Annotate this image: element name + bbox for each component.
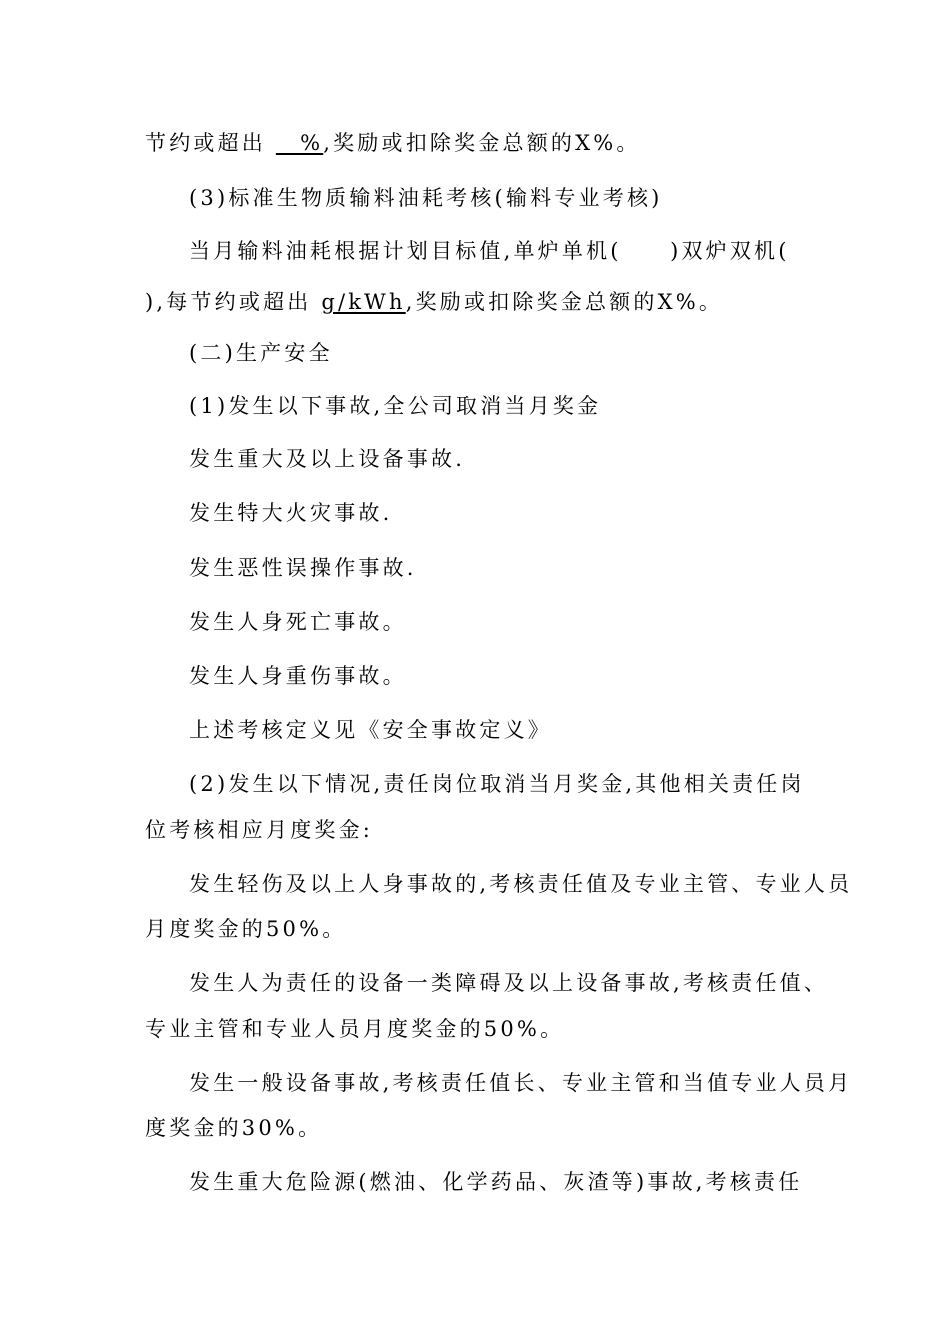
text-line-savings-percent (145, 129, 641, 157)
paragraph-feed-oil-line2 (145, 288, 723, 316)
list-item: 发生重大及以上设备事故. (189, 447, 466, 471)
paragraph-hazard-source: 发生重大危险源(燃油、化学药品、灰渣等)事故,考核责任 (189, 1170, 803, 1194)
list-item: 发生人身死亡事故。 (189, 610, 407, 634)
text-fragment: ),每节约或超出 (145, 290, 322, 314)
paragraph-general-accident-line1: 发生一般设备事故,考核责任值长、专业主管和当值专业人员月 (189, 1071, 853, 1095)
list-item: 发生恶性误操作事故. (189, 556, 417, 580)
paragraph-equipment-fault-line2: 专业主管和专业人员月度奖金的50%。 (145, 1017, 565, 1041)
definition-reference: 上述考核定义见《安全事故定义》 (189, 718, 552, 742)
blank-unit: g/kWh (321, 290, 406, 314)
paragraph-equipment-fault-line1: 发生人为责任的设备一类障碍及以上设备事故,考核责任值、 (189, 971, 829, 995)
subheading-accidents-2-line1: (2)发生以下情况,责任岗位取消当月奖金,其他相关责任岗 (189, 772, 805, 796)
list-item: 发生人身重伤事故。 (189, 664, 407, 688)
paragraph-feed-oil-line1: 当月输料油耗根据计划目标值,单炉单机( )双炉双机( (189, 239, 790, 263)
paragraph-minor-injury-line1: 发生轻伤及以上人身事故的,考核责任值及专业主管、专业人员 (189, 872, 853, 896)
heading-feed-oil-consumption: (3)标准生物质输料油耗考核(输料专业考核) (189, 186, 663, 210)
text-fragment: ,奖励或扣除奖金总额的X%。 (323, 131, 641, 155)
list-item: 发生特大火灾事故. (189, 501, 393, 525)
text-fragment: 节约或超出 (145, 131, 276, 155)
paragraph-minor-injury-line2: 月度奖金的50%。 (145, 917, 347, 941)
blank-percent: % (275, 131, 324, 155)
subheading-accidents-2-line2: 位考核相应月度奖金: (145, 818, 374, 842)
paragraph-general-accident-line2: 度奖金的30%。 (145, 1116, 323, 1140)
section-heading-safety: (二)生产安全 (189, 341, 333, 365)
subheading-accidents-1: (1)发生以下事故,全公司取消当月奖金 (189, 394, 602, 418)
text-fragment: ,奖励或扣除奖金总额的X%。 (405, 290, 724, 314)
